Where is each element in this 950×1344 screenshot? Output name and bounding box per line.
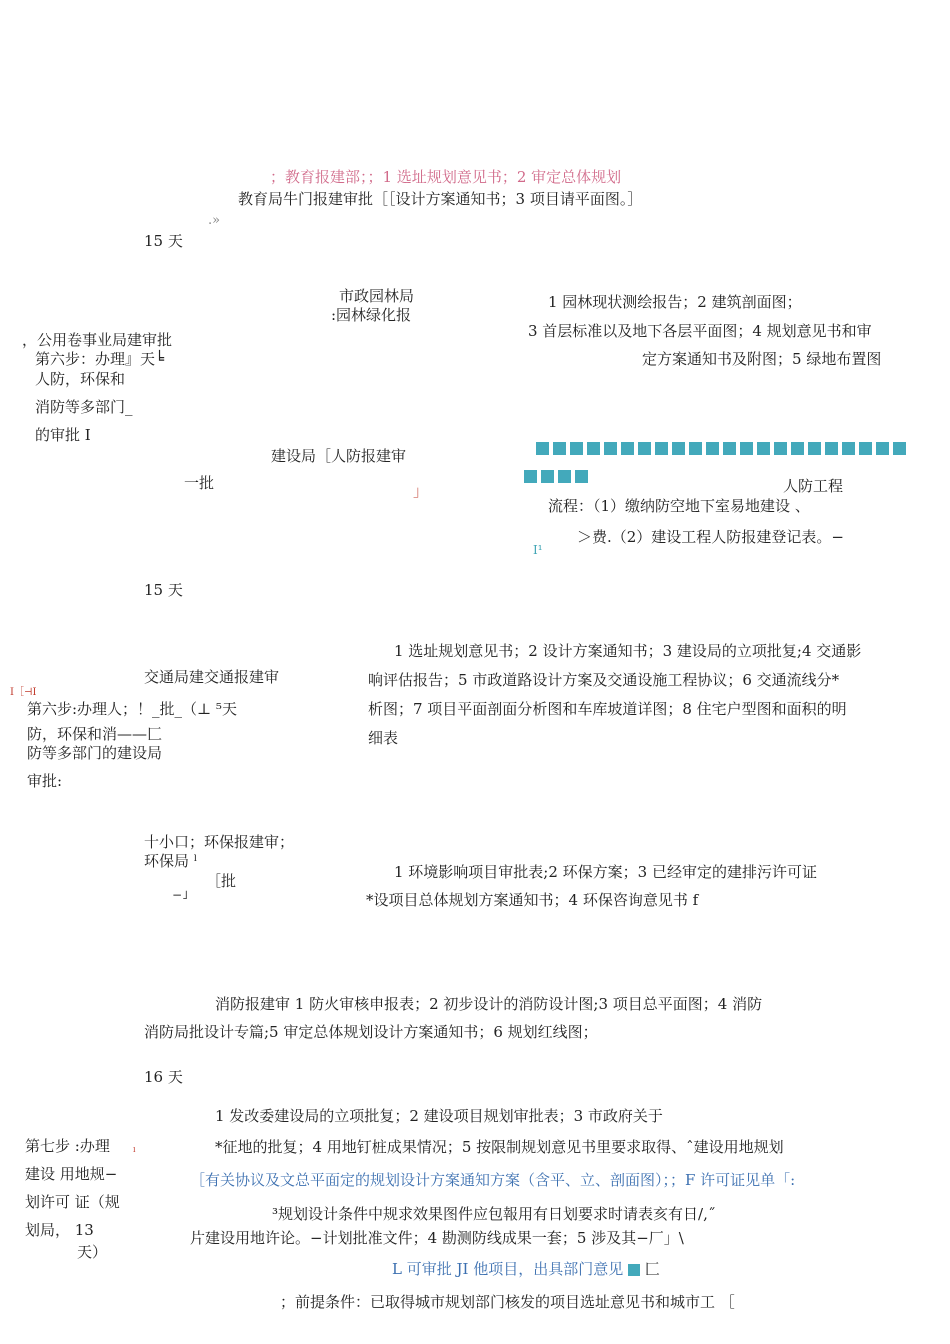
teal-square-icon xyxy=(689,442,702,455)
civil-defense-bracket: 」 xyxy=(413,482,429,500)
traffic-req-3: 析图；7 项目平面剖面分析图和车库坡道详图；8 住宅户型图和面积的明 xyxy=(368,700,847,718)
step7-req-3-text: ［有关协议及文总平面定的规划设计方案通知方案（含平、立、剖面图）；；F 许可证见单「: xyxy=(190,1171,796,1189)
step6b-line-1: 第六步:办理人；！_批_（⊥ ⁵天 xyxy=(27,700,237,718)
step6-line-2: 第六步：办理』天╘ xyxy=(35,350,165,368)
step7-req-6-text: L 可审批 JI 他项目，出具部门意见 xyxy=(392,1260,624,1278)
teal-bar-row-1 xyxy=(536,442,906,455)
teal-square-icon xyxy=(791,442,804,455)
traffic-req-2: 响评估报告；5 市政道路设计方案及交通设施工程协议；6 交通流线分* xyxy=(368,671,840,689)
garden-bureau-title: 市政园林局 xyxy=(339,287,415,305)
teal-bar-row-2 xyxy=(524,470,588,483)
teal-square-icon xyxy=(740,442,753,455)
step7-req-2: *征地的批复；4 用地钉桩成果情况；5 按限制规划意见书里要求取得、ˆ建设用地规划 xyxy=(215,1138,784,1156)
civil-defense-title: 建设局［人防报建审 xyxy=(271,447,407,465)
teal-square-icon xyxy=(570,442,583,455)
civil-defense-mark: I¹ xyxy=(533,543,543,557)
teal-square-icon xyxy=(757,442,770,455)
step6-line-3: 人防，环保和 xyxy=(35,370,126,388)
env-mark: −˩ xyxy=(172,888,188,902)
fire-req-2: 消防局批设计专篇;5 审定总体规划设计方案通知书；6 规划红线图； xyxy=(144,1023,598,1041)
teal-square-icon xyxy=(621,442,634,455)
teal-square-icon xyxy=(706,442,719,455)
civil-defense-sub: 一批 xyxy=(184,474,215,492)
traffic-bureau-title: 交通局建交通报建审 xyxy=(144,668,280,686)
teal-square-icon xyxy=(628,1264,640,1276)
step7-precondition: ；前提条件：已取得城市规划部门核发的项目选址意见书和城市工 ［ xyxy=(280,1293,735,1311)
env-req-2: *设项目总体规划方案通知书；4 环保咨询意见书 f xyxy=(366,891,699,909)
teal-square-icon xyxy=(893,442,906,455)
teal-square-icon xyxy=(558,470,571,483)
teal-square-icon xyxy=(672,442,685,455)
garden-bureau-sub: :园林绿化报 xyxy=(331,306,412,324)
step7-req-6-end: 匚 xyxy=(644,1260,660,1278)
teal-square-icon xyxy=(842,442,855,455)
step6b-line-2: 防，环保和消——匚 xyxy=(27,725,163,743)
step7-req-1: 1 发改委建设局的立项批复；2 建设项目规划审批表；3 市政府关于 xyxy=(215,1107,663,1125)
teal-square-icon xyxy=(876,442,889,455)
step6b-line-4: 审批: xyxy=(27,772,63,790)
step7-label-5: 天） xyxy=(77,1243,108,1261)
teal-square-icon xyxy=(536,442,549,455)
teal-square-icon xyxy=(723,442,736,455)
traffic-req-4: 细表 xyxy=(368,729,399,747)
step6b-line-3: 防等多部门的建设局 xyxy=(27,744,163,762)
step7-label-2: 建设 用地规− xyxy=(25,1165,118,1183)
teal-square-icon xyxy=(553,442,566,455)
teal-square-icon xyxy=(575,470,588,483)
edu-line-1-text: ；教育报建部；；1 选址规划意见书；2 审定总体规划 xyxy=(270,168,622,186)
edu-line-1 xyxy=(270,168,621,188)
traffic-mark: I［⊣I xyxy=(10,687,37,698)
step7-label-3: 划许可 证（规 xyxy=(25,1193,120,1211)
duration-2: 15 天 xyxy=(144,581,183,599)
step7-req-5: 片建设用地许论。−计划批准文件；4 勘测防线成果一套；5 涉及其−厂」\ xyxy=(190,1229,684,1247)
teal-square-icon xyxy=(524,470,537,483)
teal-square-icon xyxy=(604,442,617,455)
step6-line-5: 的审批 I xyxy=(35,426,91,444)
teal-square-icon xyxy=(825,442,838,455)
step7-label-1: 第七步 :办理 xyxy=(25,1137,110,1155)
env-bureau: 环保局 ˡ xyxy=(144,852,198,870)
traffic-req-1: 1 选址规划意见书；2 设计方案通知书；3 建设局的立项批复;4 交通影 xyxy=(394,642,862,660)
step7-label-4: 划局， 13 xyxy=(25,1221,94,1239)
teal-square-icon xyxy=(541,470,554,483)
teal-square-icon xyxy=(638,442,651,455)
civil-defense-project: 人防工程 xyxy=(783,477,844,495)
garden-req-1: 1 园林现状测绘报告；2 建筑剖面图； xyxy=(548,293,802,311)
env-title: 十小口；环保报建审； xyxy=(144,833,295,851)
duration-1: 15 天 xyxy=(144,232,183,250)
fire-req-1: 消防报建审 1 防火审核申报表；2 初步设计的消防设计图;3 项目总平面图；4 消防 xyxy=(215,995,763,1013)
step7-req-3 xyxy=(190,1171,795,1191)
teal-square-icon xyxy=(808,442,821,455)
teal-square-icon xyxy=(587,442,600,455)
step7-req-4: ³规划设计条件中规求效果图件应包報用有日划要求时请表亥有日/,˝ xyxy=(272,1205,716,1223)
duration-3: 16 天 xyxy=(144,1068,183,1086)
step6-line-1: ，公用卷事业局建审批 xyxy=(22,331,173,349)
garden-req-3: 定方案通知书及附图；5 绿地布置图 xyxy=(642,350,882,368)
step7-mark: ˡ xyxy=(133,1145,136,1159)
edu-line-2: 教育局牛门报建审批［［设计方案通知书；3 项目请平面图。］ xyxy=(238,190,643,208)
step6-line-4: 消防等多部门_ xyxy=(35,398,133,416)
garden-req-2: 3 首层标准以及地下各层平面图；4 规划意见书和审 xyxy=(528,322,872,340)
teal-square-icon xyxy=(774,442,787,455)
edu-line-3: .» xyxy=(208,213,221,228)
civil-defense-flow-2: ＞费.（2）建设工程人防报建登记表。− xyxy=(577,528,844,546)
teal-square-icon xyxy=(859,442,872,455)
env-req-1: 1 环境影响项目审批表;2 环保方案；3 已经审定的建排污许可证 xyxy=(394,863,817,881)
step7-req-6 xyxy=(392,1260,660,1280)
env-approval: ［批 xyxy=(206,872,237,890)
civil-defense-flow-1: 流程：（1）缴纳防空地下室易地建设 、 xyxy=(548,497,810,515)
teal-square-icon xyxy=(655,442,668,455)
